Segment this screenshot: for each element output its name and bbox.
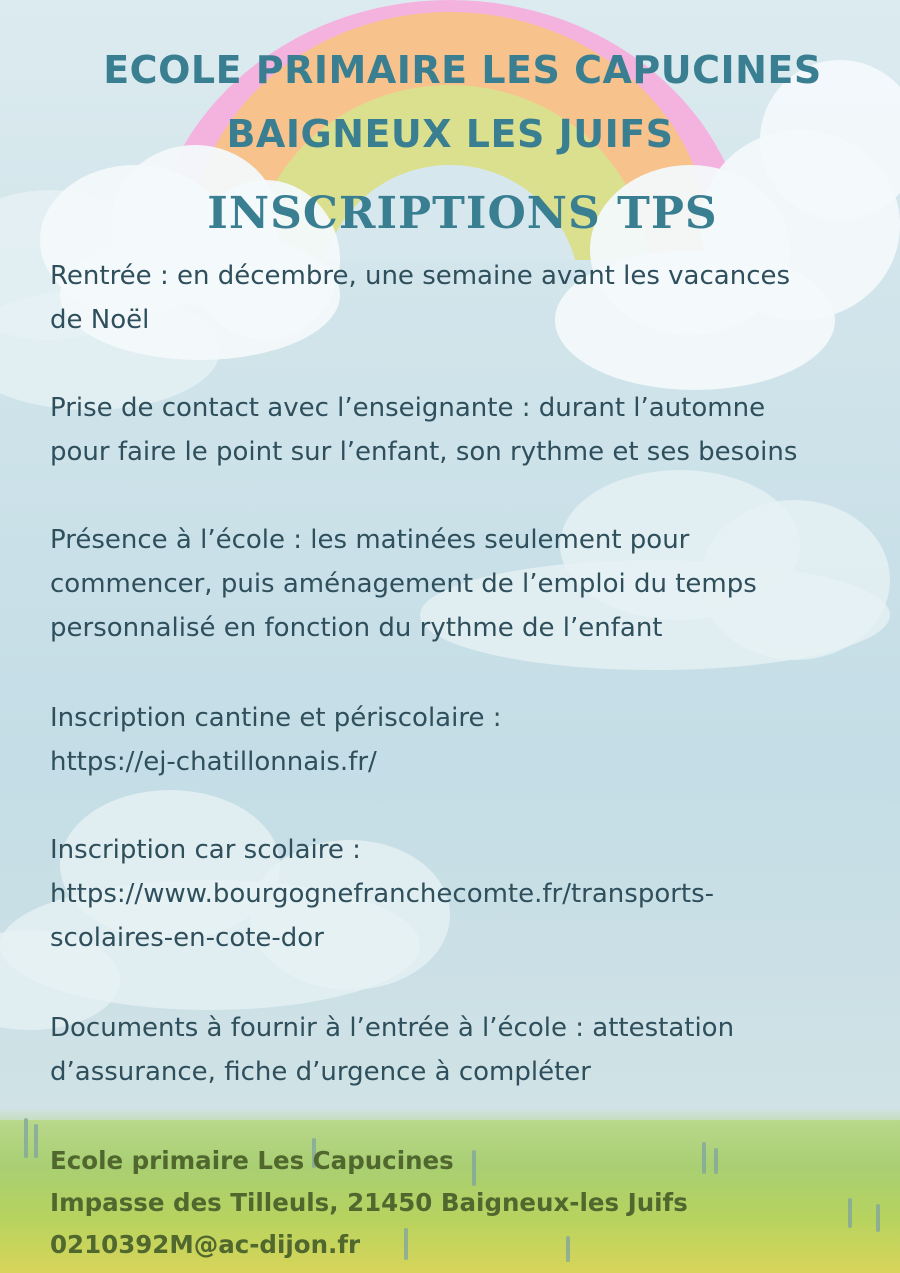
cantine-link[interactable]: https://ej-chatillonnais.fr/ <box>50 747 377 777</box>
page-title-line1: ECOLE PRIMAIRE LES CAPUCINES <box>103 48 822 92</box>
text-line: commencer, puis aménagement de l’emploi du temps <box>50 569 757 599</box>
text-line: Inscription cantine et périscolaire : <box>50 703 502 733</box>
text-line: de Noël <box>50 305 150 335</box>
text-line: Rentrée : en décembre, une semaine avant les vacances <box>50 261 791 291</box>
info-inscription-cantine <box>50 696 860 784</box>
text-line: personnalisé en fonction du rythme de l’enfant <box>50 613 663 643</box>
info-presence-ecole <box>50 518 860 650</box>
text-line: Présence à l’école : les matinées seulement pour <box>50 525 690 555</box>
info-contact-enseignante <box>50 386 860 474</box>
text-line: pour faire le point sur l’enfant, son rythme et ses besoins <box>50 437 798 467</box>
page-subtitle: INSCRIPTIONS TPS <box>207 188 718 239</box>
info-rentree <box>50 254 860 342</box>
text-line: Inscription car scolaire : <box>50 835 361 865</box>
transport-link[interactable]: https://www.bourgognefranchecomte.fr/transports- <box>50 879 715 909</box>
text-line: Prise de contact avec l’enseignante : durant l’automne <box>50 393 766 423</box>
school-email[interactable]: 0210392M@ac-dijon.fr <box>50 1230 361 1259</box>
info-inscription-car <box>50 828 860 960</box>
info-documents <box>50 1006 860 1094</box>
school-contact-footer <box>50 1140 688 1266</box>
transport-link-continued[interactable]: scolaires-en-cote-dor <box>50 923 324 953</box>
text-line: Documents à fournir à l’entrée à l’école : attestation <box>50 1013 735 1043</box>
school-address: Impasse des Tilleuls, 21450 Baigneux-les Juifs <box>50 1188 688 1217</box>
page-title-line2: BAIGNEUX LES JUIFS <box>226 112 674 156</box>
text-line: d’assurance, fiche d’urgence à compléter <box>50 1057 591 1087</box>
school-name: Ecole primaire Les Capucines <box>50 1146 454 1175</box>
